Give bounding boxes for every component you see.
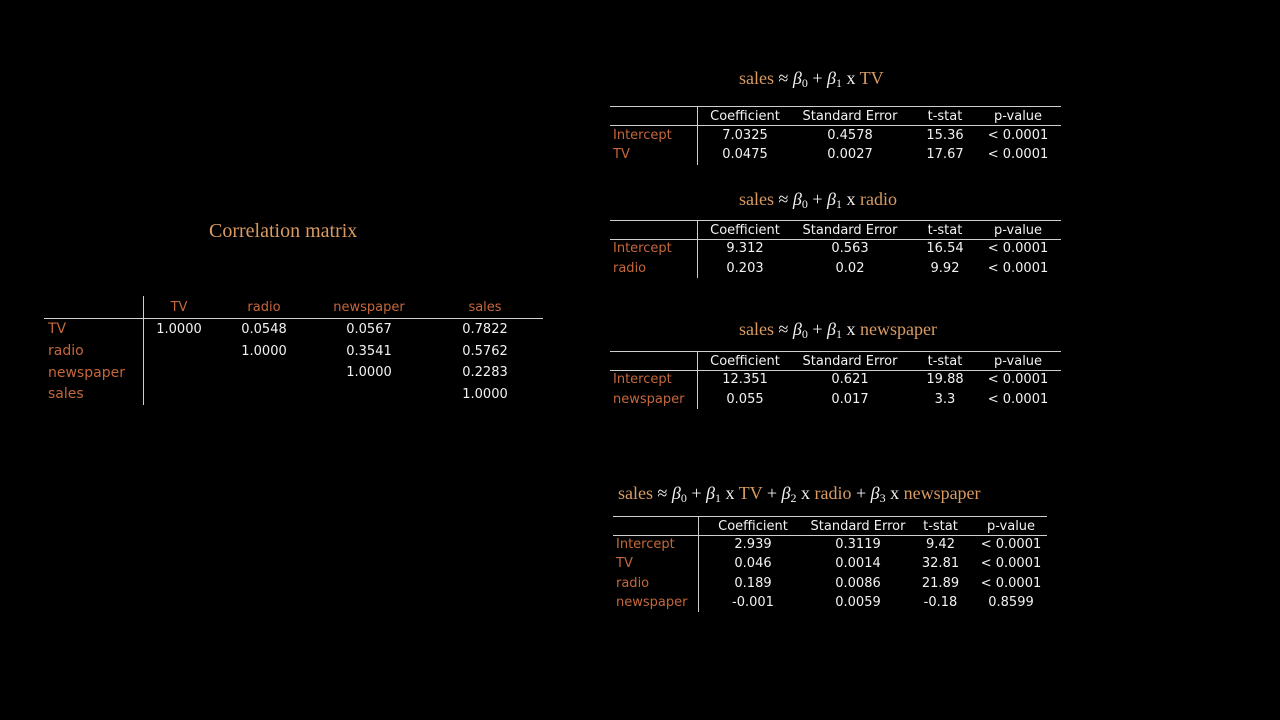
column-header-t-stat: t-stat bbox=[923, 519, 958, 534]
column-header-sales: sales bbox=[468, 300, 502, 315]
column-header-tv: TV bbox=[170, 300, 188, 315]
subscript: 1 bbox=[714, 491, 721, 505]
cell: -0.001 bbox=[732, 595, 774, 610]
row-label-newspaper: newspaper bbox=[613, 392, 685, 407]
column-header-t-stat: t-stat bbox=[927, 223, 963, 238]
cell: 12.351 bbox=[722, 372, 768, 387]
cell: 15.36 bbox=[926, 128, 964, 143]
times-symbol: x bbox=[846, 189, 856, 209]
times-symbol: x bbox=[846, 68, 856, 88]
cell: 1.0000 bbox=[462, 387, 508, 402]
approx-symbol: ≈ bbox=[778, 68, 789, 88]
cell: 0.0086 bbox=[835, 576, 881, 591]
cell: 0.0475 bbox=[722, 147, 768, 162]
approx-symbol: ≈ bbox=[778, 319, 789, 339]
cell: 0.017 bbox=[831, 392, 869, 407]
cell: 1.0000 bbox=[241, 344, 287, 359]
cell: 0.3541 bbox=[346, 344, 392, 359]
cell: 0.7822 bbox=[462, 322, 508, 337]
formula-variable: radio bbox=[859, 189, 897, 209]
approx-symbol: ≈ bbox=[778, 189, 789, 209]
times-symbol: x bbox=[725, 483, 735, 503]
cell: 0.0014 bbox=[835, 556, 881, 571]
cell: 0.2283 bbox=[462, 365, 508, 380]
cell: 0.055 bbox=[726, 392, 764, 407]
cell: 0.8599 bbox=[988, 595, 1034, 610]
cell: < 0.0001 bbox=[980, 576, 1042, 591]
header-rule bbox=[44, 318, 543, 319]
formula-variable: TV bbox=[859, 68, 884, 88]
regression-formula-tv bbox=[739, 68, 884, 89]
formula-variable: newspaper bbox=[903, 483, 981, 503]
row-label-tv: TV bbox=[616, 556, 633, 571]
header-rule bbox=[610, 239, 1061, 240]
beta-symbol: β bbox=[781, 483, 791, 503]
column-header-coefficient: Coefficient bbox=[710, 109, 780, 124]
beta-symbol: β bbox=[792, 319, 802, 339]
column-header-t-stat: t-stat bbox=[927, 109, 963, 124]
row-label-intercept: Intercept bbox=[613, 128, 672, 143]
beta-symbol: β bbox=[671, 483, 681, 503]
beta-symbol: β bbox=[792, 68, 802, 88]
cell: 9.42 bbox=[926, 537, 955, 552]
cell: 19.88 bbox=[926, 372, 964, 387]
row-label-newspaper: newspaper bbox=[48, 365, 125, 381]
cell: < 0.0001 bbox=[987, 392, 1049, 407]
regression-formula-radio bbox=[739, 189, 897, 210]
column-header-t-stat: t-stat bbox=[927, 354, 963, 369]
cell: 21.89 bbox=[921, 576, 960, 591]
times-symbol: x bbox=[800, 483, 810, 503]
row-label-intercept: Intercept bbox=[616, 537, 675, 552]
cell: < 0.0001 bbox=[987, 372, 1049, 387]
row-label-intercept: Intercept bbox=[613, 372, 672, 387]
formula-lhs: sales bbox=[618, 483, 653, 503]
cell: < 0.0001 bbox=[980, 556, 1042, 571]
times-symbol: x bbox=[846, 319, 856, 339]
top-rule bbox=[610, 106, 1061, 107]
cell: < 0.0001 bbox=[987, 147, 1049, 162]
row-label-newspaper: newspaper bbox=[616, 595, 688, 610]
beta-symbol: β bbox=[792, 189, 802, 209]
cell: 0.02 bbox=[835, 261, 865, 276]
column-header-coefficient: Coefficient bbox=[710, 223, 780, 238]
regression-formula-newspaper bbox=[739, 319, 937, 340]
subscript: 2 bbox=[790, 491, 797, 505]
cell: 1.0000 bbox=[156, 322, 202, 337]
cell: 17.67 bbox=[926, 147, 964, 162]
beta-symbol: β bbox=[870, 483, 880, 503]
plus-symbol: + bbox=[812, 189, 823, 209]
column-header-standard-error: Standard Error bbox=[802, 223, 898, 238]
column-header-newspaper: newspaper bbox=[333, 300, 405, 315]
header-rule bbox=[610, 125, 1061, 126]
header-rule bbox=[610, 370, 1061, 371]
cell: 0.203 bbox=[726, 261, 764, 276]
row-label-sales: sales bbox=[48, 386, 84, 402]
cell: 0.0059 bbox=[835, 595, 881, 610]
top-rule bbox=[610, 220, 1061, 221]
row-label-divider bbox=[698, 516, 699, 612]
cell: 3.3 bbox=[934, 392, 956, 407]
row-label-divider bbox=[697, 351, 698, 409]
subscript: 1 bbox=[835, 76, 842, 90]
times-symbol: x bbox=[890, 483, 900, 503]
formula-lhs: sales bbox=[739, 189, 774, 209]
row-label-divider bbox=[143, 296, 144, 405]
column-header-p-value: p-value bbox=[993, 354, 1043, 369]
column-header-p-value: p-value bbox=[986, 519, 1036, 534]
column-header-coefficient: Coefficient bbox=[718, 519, 788, 534]
column-header-coefficient: Coefficient bbox=[710, 354, 780, 369]
subscript: 0 bbox=[801, 197, 808, 211]
cell: < 0.0001 bbox=[987, 128, 1049, 143]
cell: 0.4578 bbox=[827, 128, 873, 143]
top-rule bbox=[613, 516, 1047, 517]
plus-symbol: + bbox=[812, 319, 823, 339]
row-label-divider bbox=[697, 220, 698, 278]
cell: -0.18 bbox=[923, 595, 958, 610]
plus-symbol: + bbox=[766, 483, 777, 503]
correlation-matrix-title: Correlation matrix bbox=[209, 220, 358, 242]
cell: < 0.0001 bbox=[987, 241, 1049, 256]
cell: 1.0000 bbox=[346, 365, 392, 380]
cell: 0.0027 bbox=[827, 147, 873, 162]
column-header-p-value: p-value bbox=[993, 109, 1043, 124]
subscript: 3 bbox=[879, 491, 886, 505]
approx-symbol: ≈ bbox=[657, 483, 668, 503]
subscript: 0 bbox=[801, 327, 808, 341]
cell: 0.3119 bbox=[835, 537, 881, 552]
cell: 9.92 bbox=[930, 261, 960, 276]
formula-variable: newspaper bbox=[859, 319, 937, 339]
subscript: 0 bbox=[801, 76, 808, 90]
header-rule bbox=[613, 535, 1047, 536]
formula-variable: TV bbox=[738, 483, 763, 503]
cell: 0.563 bbox=[831, 241, 869, 256]
column-header-standard-error: Standard Error bbox=[810, 519, 906, 534]
plus-symbol: + bbox=[812, 68, 823, 88]
regression-table-multiple bbox=[613, 516, 1047, 616]
beta-symbol: β bbox=[827, 319, 836, 339]
correlation-matrix-table bbox=[44, 296, 543, 406]
row-label-divider bbox=[697, 106, 698, 165]
formula-variable: radio bbox=[814, 483, 852, 503]
cell: 16.54 bbox=[926, 241, 964, 256]
column-header-radio: radio bbox=[247, 300, 281, 315]
regression-table-newspaper bbox=[610, 351, 1061, 411]
row-label-tv: TV bbox=[613, 147, 630, 162]
row-label-radio: radio bbox=[613, 261, 647, 276]
cell: 0.621 bbox=[831, 372, 869, 387]
formula-lhs: sales bbox=[739, 68, 774, 88]
formula-lhs: sales bbox=[739, 319, 774, 339]
cell: 0.0548 bbox=[241, 322, 287, 337]
subscript: 0 bbox=[680, 491, 687, 505]
row-label-radio: radio bbox=[48, 343, 84, 359]
cell: 9.312 bbox=[726, 241, 764, 256]
column-header-p-value: p-value bbox=[993, 223, 1043, 238]
beta-symbol: β bbox=[827, 68, 836, 88]
cell: 0.046 bbox=[734, 556, 772, 571]
column-header-standard-error: Standard Error bbox=[802, 354, 898, 369]
beta-symbol: β bbox=[827, 189, 836, 209]
top-rule bbox=[610, 351, 1061, 352]
cell: 32.81 bbox=[921, 556, 960, 571]
column-header-standard-error: Standard Error bbox=[802, 109, 898, 124]
regression-table-tv bbox=[610, 106, 1061, 166]
cell: 0.5762 bbox=[462, 344, 508, 359]
cell: < 0.0001 bbox=[987, 261, 1049, 276]
plus-symbol: + bbox=[691, 483, 702, 503]
row-label-intercept: Intercept bbox=[613, 241, 672, 256]
beta-symbol: β bbox=[706, 483, 715, 503]
subscript: 1 bbox=[835, 327, 842, 341]
cell: 0.189 bbox=[734, 576, 772, 591]
row-label-tv: TV bbox=[48, 321, 67, 337]
regression-table-radio bbox=[610, 220, 1061, 280]
cell: 0.0567 bbox=[346, 322, 392, 337]
regression-formula-multiple bbox=[618, 483, 981, 504]
plus-symbol: + bbox=[855, 483, 867, 503]
cell: < 0.0001 bbox=[980, 537, 1042, 552]
cell: 2.939 bbox=[734, 537, 772, 552]
cell: 7.0325 bbox=[722, 128, 768, 143]
subscript: 1 bbox=[835, 197, 842, 211]
row-label-radio: radio bbox=[616, 576, 650, 591]
